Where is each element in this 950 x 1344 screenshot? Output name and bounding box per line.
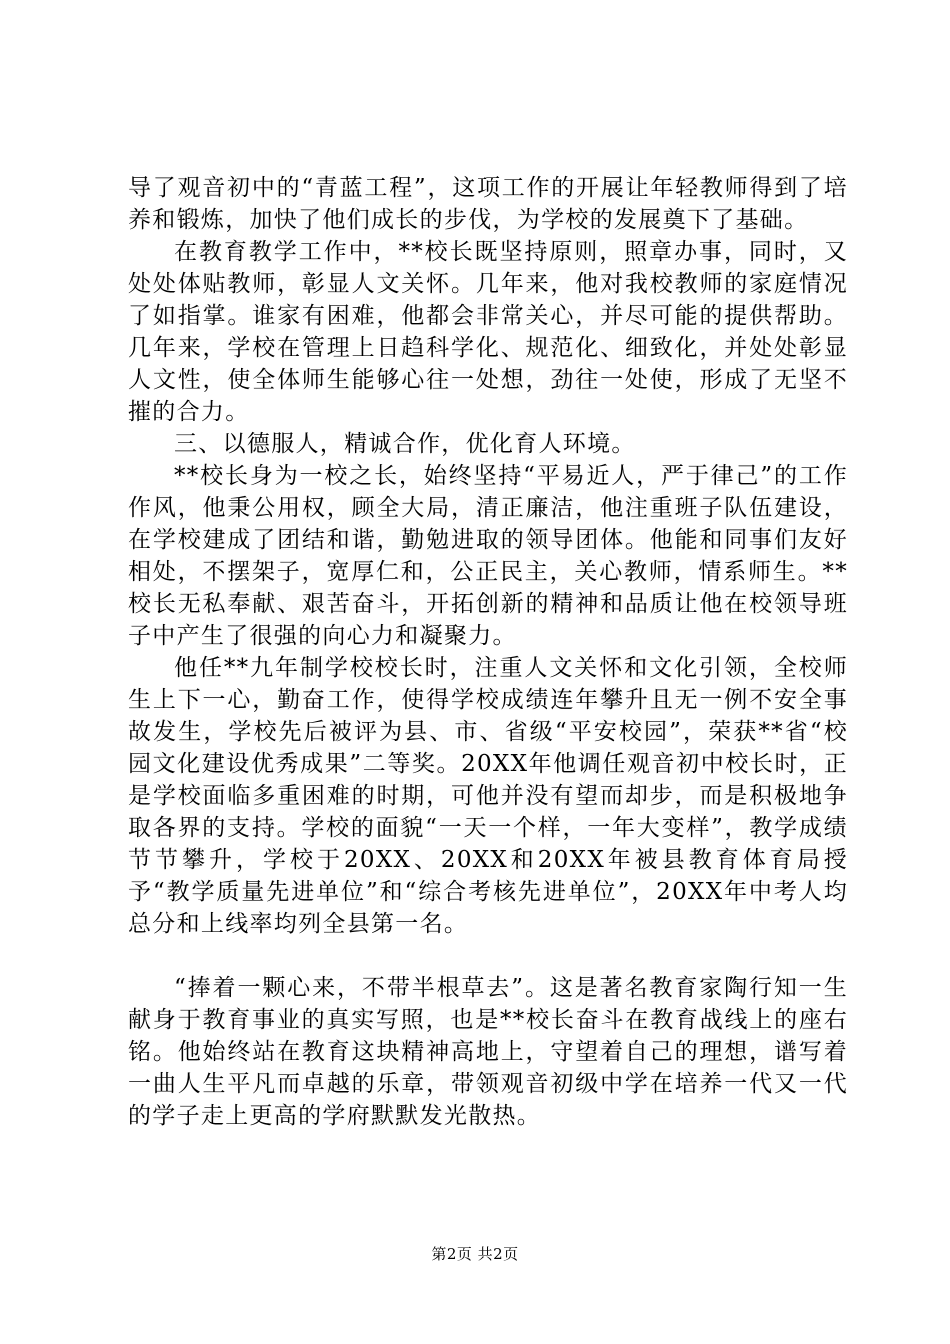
paragraph-humanistic-care: 在教育教学工作中，**校长既坚持原则，照章办事，同时，又处处体贴教师，彰显人文关怀。几年来，他对我校教师的家庭情况了如指掌。谁家有困难，他都会非常关心，并尽可能的提供帮助。几年来，学校在管理上日趋科学化、规范化、细致化，并处处彰显人文性，使全体师生能够心往一处想，劲往一处使，形成了无坚不摧的合力。: [128, 239, 848, 425]
document-body: [128, 172, 848, 1132]
paragraph-conclusion: “捧着一颗心来，不带半根草去”。这是著名教育家陶行知一生献身于教育事业的真实写照，也是**校长奋斗在教育战线上的座右铭。他始终站在教育这块精神高地上，守望着自己的理想，谱写着一曲人生平凡而卓越的乐章，带领观音初级中学在培养一代又一代的学子走上更高的学府默默发光散热。: [128, 975, 848, 1129]
paragraph-continuation: 导了观音初中的“青蓝工程”，这项工作的开展让年轻教师得到了培养和锻炼，加快了他们成长的步伐，为学校的发展奠下了基础。: [128, 175, 848, 233]
page-number-footer: 第2页 共2页: [431, 1245, 519, 1263]
section-heading: 三、以德服人，精诚合作，优化育人环境。: [174, 431, 636, 457]
paragraph-achievements: 他任**九年制学校校长时，注重人文关怀和文化引领，全校师生上下一心，勤奋工作，使得学校成绩连年攀升且无一例不安全事故发生，学校先后被评为县、市、省级“平安校园”，荣获**省“校园文化建设优秀成果”二等奖。20XX年他调任观音初中校长时，正是学校面临多重困难的时期，可他并没有望而却步，而是积极地争取各界的支持。学校的面貌“一天一个样，一年大变样”，教学成绩节节攀升，学校于20XX、20XX和20XX年被县教育体育局授予“教学质量先进单位”和“综合考核先进单位”，20XX年中考人均总分和上线率均列全县第一名。: [128, 655, 848, 937]
paragraph-leadership: **校长身为一校之长，始终坚持“平易近人，严于律己”的工作作风，他秉公用权，顾全大局，清正廉洁，他注重班子队伍建设，在学校建成了团结和谐，勤勉进取的领导团体。他能和同事们友好相处，不摆架子，宽厚仁和，公正民主，关心教师，情系师生。**校长无私奉献、艰苦奋斗，开拓创新的精神和品质让他在校领导班子中产生了很强的向心力和凝聚力。: [128, 463, 848, 649]
